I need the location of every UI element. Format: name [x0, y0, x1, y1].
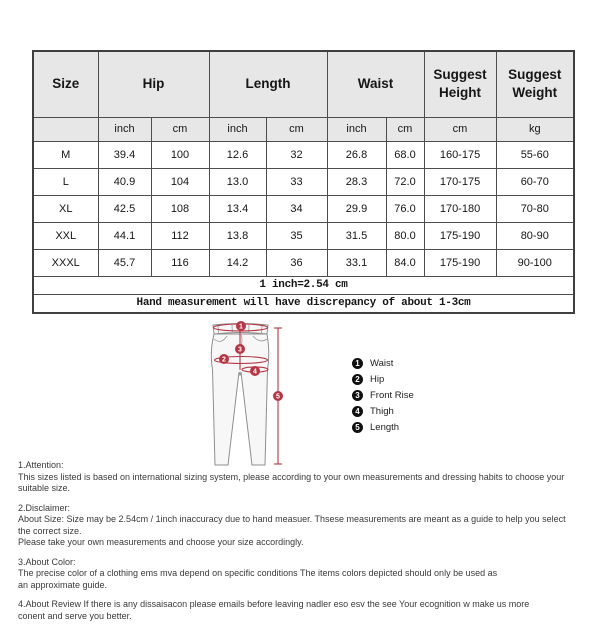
cell: 36 [266, 249, 327, 276]
unit-weight-kg: kg [496, 117, 574, 141]
hand-measurement-note: Hand measurement will have discrepancy of about 1-3cm [33, 294, 574, 313]
cell: 45.7 [98, 249, 151, 276]
marker-3-num: 3 [238, 346, 242, 354]
cell: 13.8 [209, 222, 266, 249]
legend-label: Length [370, 422, 400, 433]
legend-item-thigh [352, 406, 414, 417]
note-line: About Size: Size may be 2.54cm / 1inch inaccuracy due to hand measuer. Thsese measurements are meant as a guide to help you select the correct size. [18, 514, 566, 536]
header-suggest-weight: Suggest Weight [496, 51, 574, 117]
cell: 80-90 [496, 222, 574, 249]
legend-item-length [352, 422, 414, 433]
cell: XL [33, 195, 98, 222]
cell: 100 [151, 141, 209, 168]
note-line: 3.About Color: [18, 556, 76, 567]
unit-length-cm: cm [266, 117, 327, 141]
bottom-notes [18, 460, 580, 630]
marker-4-num: 4 [253, 368, 257, 376]
cell: 32 [266, 141, 327, 168]
note-line: Please take your own measurements and choose your size accordingly. [18, 537, 304, 547]
inch-conversion-note: 1 inch=2.54 cm [33, 276, 574, 294]
cell: 112 [151, 222, 209, 249]
cell: 29.9 [327, 195, 386, 222]
legend-item-front-rise [352, 390, 414, 401]
cell: 84.0 [386, 249, 424, 276]
cell: 12.6 [209, 141, 266, 168]
cell: 170-175 [424, 168, 496, 195]
cell: 40.9 [98, 168, 151, 195]
cell: 90-100 [496, 249, 574, 276]
unit-empty [33, 117, 98, 141]
cell: 33.1 [327, 249, 386, 276]
note-line: 1.Attention: [18, 460, 64, 470]
circled-number-icon: 5 [352, 422, 363, 433]
legend-label: Thigh [370, 406, 394, 417]
table-row-l [33, 168, 574, 195]
cell: 26.8 [327, 141, 386, 168]
note-line: The precise color of a clothing ems mva depend on specific conditions The items colors depicted should only be used as [18, 568, 498, 578]
cell: 13.0 [209, 168, 266, 195]
cell: 14.2 [209, 249, 266, 276]
table-header-row [33, 51, 574, 117]
table-row-xxxl [33, 249, 574, 276]
cell: 42.5 [98, 195, 151, 222]
cell: 44.1 [98, 222, 151, 249]
note-line: an approximate guide. [18, 579, 108, 590]
legend-label: Waist [370, 358, 394, 369]
cell: 175-190 [424, 222, 496, 249]
unit-hip-inch: inch [98, 117, 151, 141]
legend-label: Front Rise [370, 390, 414, 401]
unit-waist-inch: inch [327, 117, 386, 141]
cell: 35 [266, 222, 327, 249]
note-line: 4.About Review If there is any dissaisacon please emails before leaving nadler eso esv the see Your ecognition w make us more [18, 599, 530, 609]
header-waist: Waist [327, 51, 424, 117]
cell: 72.0 [386, 168, 424, 195]
disclaimer-paragraph [18, 503, 580, 549]
circled-number-icon: 2 [352, 374, 363, 385]
header-size: Size [33, 51, 98, 117]
legend-item-waist [352, 358, 414, 369]
cell: 68.0 [386, 141, 424, 168]
cell: 60-70 [496, 168, 574, 195]
cell: 33 [266, 168, 327, 195]
cell: XXL [33, 222, 98, 249]
size-table [32, 50, 575, 314]
header-hip: Hip [98, 51, 209, 117]
cell: 13.4 [209, 195, 266, 222]
cell: 28.3 [327, 168, 386, 195]
header-suggest-height: Suggest Height [424, 51, 496, 117]
unit-waist-cm: cm [386, 117, 424, 141]
cell: 55-60 [496, 141, 574, 168]
cell: 116 [151, 249, 209, 276]
cell: XXXL [33, 249, 98, 276]
note-line: 2.Disclaimer: [18, 502, 71, 513]
cell: 160-175 [424, 141, 496, 168]
marker-5-num: 5 [276, 393, 280, 401]
cell: 39.4 [98, 141, 151, 168]
table-row-xxl [33, 222, 574, 249]
circled-number-icon: 3 [352, 390, 363, 401]
cell: 70-80 [496, 195, 574, 222]
note-line: This sizes listed is based on international sizing system, please according to your own measurements and dressing habits to choose your suitable size. [18, 471, 565, 493]
cell: 170-180 [424, 195, 496, 222]
cell: M [33, 141, 98, 168]
note-line: conent and serve you better. [18, 610, 132, 621]
table-note-hand-row [33, 294, 574, 313]
table-row-m [33, 141, 574, 168]
legend-label: Hip [370, 374, 385, 385]
cell: 175-190 [424, 249, 496, 276]
circled-number-icon: 1 [352, 358, 363, 369]
header-length: Length [209, 51, 327, 117]
cell: 34 [266, 195, 327, 222]
cell: 80.0 [386, 222, 424, 249]
table-row-xl [33, 195, 574, 222]
unit-length-inch: inch [209, 117, 266, 141]
unit-height-cm: cm [424, 117, 496, 141]
about-color-paragraph [18, 557, 580, 592]
pants-measurement-diagram [205, 318, 290, 470]
cell: 104 [151, 168, 209, 195]
cell: 76.0 [386, 195, 424, 222]
attention-paragraph [18, 460, 580, 495]
legend-item-hip [352, 374, 414, 385]
cell: L [33, 168, 98, 195]
circled-number-icon: 4 [352, 406, 363, 417]
marker-1-num: 1 [239, 323, 243, 331]
table-units-row [33, 117, 574, 141]
unit-hip-cm: cm [151, 117, 209, 141]
about-review-paragraph [18, 599, 580, 622]
marker-2-num: 2 [222, 356, 226, 364]
cell: 31.5 [327, 222, 386, 249]
measurement-legend [352, 358, 414, 433]
cell: 108 [151, 195, 209, 222]
table-note-inch-row [33, 276, 574, 294]
